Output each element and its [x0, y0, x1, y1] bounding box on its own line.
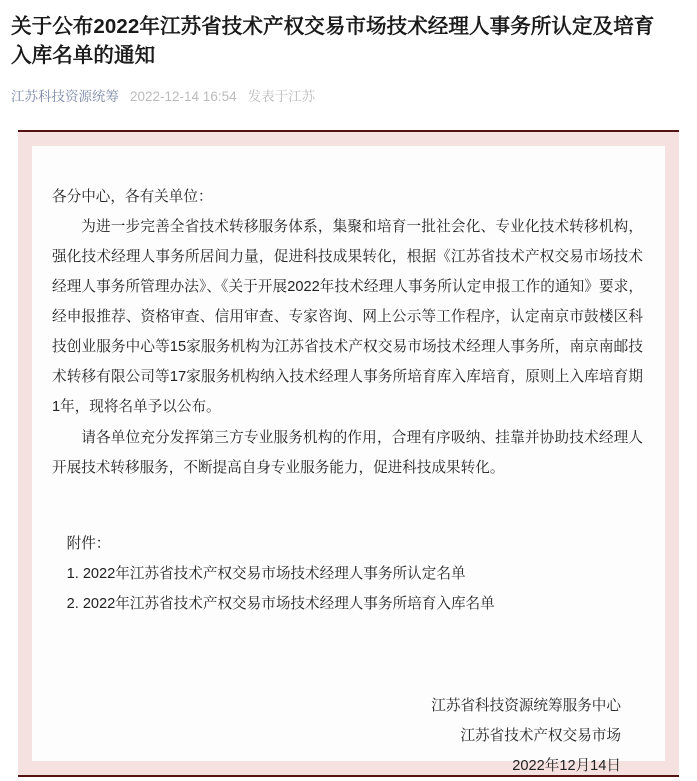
body-paragraph-2: 请各单位充分发挥第三方专业服务机构的作用，合理有序吸纳、挂靠并协助技术经理人开展技术转移服务，不断提高自身专业服务能力，促进科技成果转化。	[52, 429, 643, 476]
signature-date: 2022年12月14日	[512, 757, 621, 774]
notice-inner-sheet	[32, 146, 665, 774]
publish-location: 发表于江苏	[247, 89, 316, 105]
notice-body	[52, 182, 643, 483]
page-title: 关于公布2022年江苏省技术产权交易市场技术经理人事务所认定及培育入库名单的通知	[11, 15, 655, 68]
article-header	[0, 0, 697, 104]
notice-card	[18, 130, 679, 777]
signature-organization-2: 江苏省技术产权交易市场	[460, 727, 621, 744]
attachment-item-2: 2. 2022年江苏省技术产权交易市场技术经理人事务所培育入库名单	[66, 595, 495, 612]
article-meta	[11, 90, 685, 104]
signature-block	[52, 691, 643, 781]
publish-date: 2022-12-14 16:54	[130, 89, 237, 105]
attachments-label: 附件：	[66, 535, 111, 552]
account-name[interactable]: 江苏科技资源统筹	[11, 89, 119, 105]
salutation: 各分中心，各有关单位：	[52, 189, 213, 205]
attachment-item-1: 1. 2022年江苏省技术产权交易市场技术经理人事务所认定名单	[66, 565, 466, 582]
body-paragraph-1: 为进一步完善全省技术转移服务体系，集聚和培育一批社会化、专业化技术转移机构，强化技术经理人事务所居间力量，促进科技成果转化，根据《江苏省技术产权交易市场技术经理人事务所管理办法》、《关于开展2022年技术经理人事务所认定申报工作的通知》要求，经申报推荐、资格审查、信用审查、专家咨询、网上公示等工作程序，认定南京市鼓楼区科技创业服务中心等15家服务机构为江苏省技术产权交易市场技术经理人事务所，南京南邮技术转移有限公司等17家服务机构纳入技术经理人事务所培育库入库培育，原则上入库培育期1年，现将名单予以公布。	[52, 219, 643, 416]
signature-organization-1: 江苏省科技资源统筹服务中心	[431, 697, 621, 714]
attachments-block	[52, 529, 643, 619]
